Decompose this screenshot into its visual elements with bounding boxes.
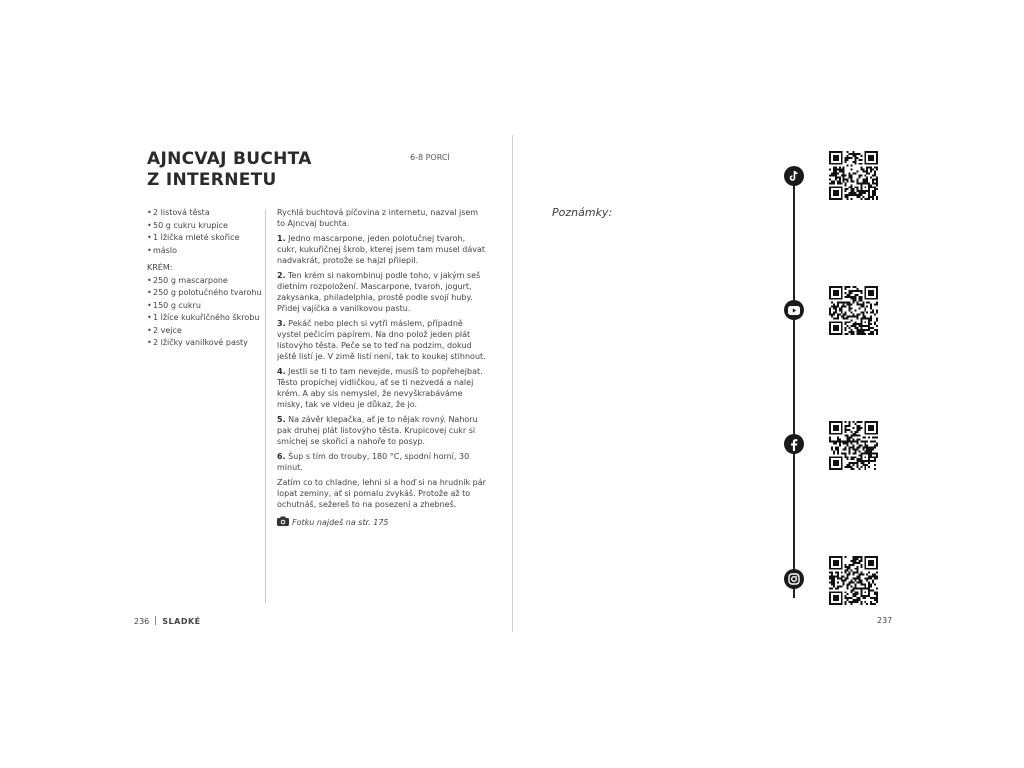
left-page-footer (134, 616, 201, 626)
step-text: Šup s tím do trouby, 180 °C, spodní horní, 30 minut. (277, 452, 470, 472)
step-number: 6. (277, 452, 286, 461)
footer-divider (155, 616, 156, 625)
method-intro: Rychlá buchtová píčovina z internetu, nazval jsem to Ajncvaj buchta. (277, 208, 479, 228)
list-item: • 250 g mascarpone (147, 275, 265, 286)
list-item: • 1 lžíce kukuřičného škrobu (147, 312, 265, 323)
ingredients-list (147, 207, 265, 350)
cream-heading: KRÉM: (147, 262, 173, 272)
section-name: SLADKÉ (162, 617, 201, 626)
recipe-title-line2: Z INTERNETU (147, 170, 277, 190)
step-number: 4. (277, 367, 286, 376)
instagram-qr-code[interactable] (829, 556, 878, 609)
column-divider (265, 210, 266, 603)
tiktok-icon[interactable] (784, 166, 804, 186)
page-gutter (512, 135, 513, 632)
instagram-icon[interactable] (784, 569, 804, 589)
page-number: 236 (134, 617, 150, 626)
youtube-icon[interactable] (784, 300, 804, 320)
photo-note (277, 516, 487, 529)
step-text: Pekáč nebo plech si vytři máslem, případně vystel pečicím papírem. Na dno polož jeden plát listovýho těsta. Peče se to teď na podzim, dokud ještě listí je. V zimě listí není, tak to koukej stihnout. (277, 319, 486, 361)
list-item: • 2 vejce (147, 325, 265, 336)
list-item: • 150 g cukru (147, 300, 265, 311)
list-item: • 2 listová těsta (147, 207, 265, 218)
step-text: Jestli se ti to tam nevejde, musíš to popřehejbat. Těsto propíchej vidličkou, ať se ti nezvedá a nalej krém. A aby sis nemyslel, že nevyškrabáváme misky, tak ve videu je důkaz, že jo. (277, 367, 483, 409)
cream-ingredients (147, 275, 265, 349)
step-text: Ten krém si nakombinuj podle toho, v jakým seš dietním rozpoložení. Mascarpone, tvaroh, jogurt, zakysanka, philadelphia, prostě podle svojí huby. Přidej vajíčka a vanilkovou pastu. (277, 271, 481, 313)
recipe-title-line1: AJNCVAJ BUCHTA (147, 149, 312, 169)
step-text: Na závěr klepačka, ať je to nějak rovný. Nahoru pak druhej plát listovýho těsta. Krupicovej cukr si smíchej se skořicí a nahoře to posyp. (277, 415, 478, 446)
list-item: • máslo (147, 245, 265, 256)
photo-note-text: Fotku najdeš na str. 175 (292, 518, 389, 527)
method-outro: Zatím co to chladne, lehni si a hoď si na hrudník pár lopat zeminy, ať si pomalu zvykáš. Protože až to ochutnáš, sežereš to na posezení a zhebneš. (277, 478, 486, 509)
method-step (277, 366, 487, 410)
method-text (277, 207, 487, 529)
camera-icon (277, 516, 289, 529)
recipe-title (147, 149, 312, 191)
list-item: • 2 lžičky vanilkové pasty (147, 337, 265, 348)
notes-label: Poznámky: (552, 206, 613, 219)
servings-label: 6-8 PORCÍ (410, 153, 450, 162)
facebook-icon[interactable] (784, 434, 804, 454)
step-number: 1. (277, 234, 286, 243)
list-item: • 1 lžička mleté skořice (147, 232, 265, 243)
method-step (277, 233, 487, 266)
step-number: 3. (277, 319, 286, 328)
facebook-qr-code[interactable] (829, 421, 878, 474)
step-number: 2. (277, 271, 286, 280)
list-item: • 250 g polotučného tvarohu (147, 287, 265, 298)
list-item: • 50 g cukru krupice (147, 220, 265, 231)
method-step (277, 414, 487, 447)
method-step (277, 318, 487, 362)
tiktok-qr-code[interactable] (829, 151, 878, 204)
right-page-number: 237 (877, 616, 893, 625)
method-step (277, 451, 487, 473)
timeline-line (793, 168, 795, 598)
youtube-qr-code[interactable] (829, 286, 878, 339)
step-number: 5. (277, 415, 286, 424)
dough-ingredients (147, 207, 265, 256)
method-step (277, 270, 487, 314)
step-text: Jedno mascarpone, jeden polotučnej tvaroh, cukr, kukuřičnej škrob, kterej jsem tam musel dávat nadvakrát, protože se hajzl přilepil. (277, 234, 486, 265)
